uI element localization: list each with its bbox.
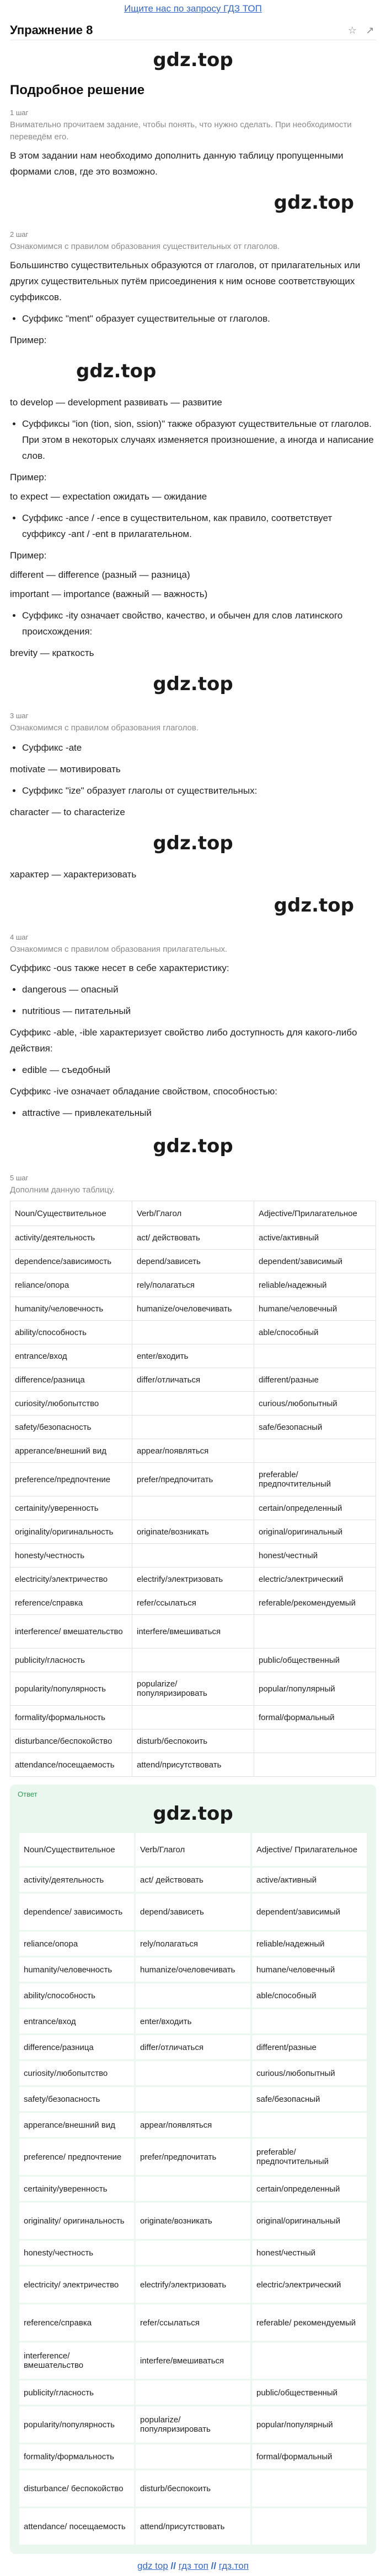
table-cell: preferable/ предпочтительный [254,1463,376,1496]
table-cell [135,2086,251,2112]
step-label: 3 шаг [10,712,29,720]
table-cell [251,2470,368,2508]
table-cell: attend/присутствовать [132,1753,254,1777]
footer-separator: // [170,2561,176,2571]
watermark: gdz.top [153,832,233,854]
example: character — to characterize [10,807,125,817]
table-cell: disturb/беспокоить [135,2470,251,2508]
table-cell: active/активный [254,1226,376,1250]
exercise-header [10,21,376,40]
rule-item: • Суффикс "ize" образует глаголы от существительных: [22,783,376,799]
table-row [19,2380,368,2406]
table-cell: referable/ рекомендуемый [251,2304,368,2342]
table-row [10,1648,376,1672]
watermark: gdz.top [76,360,157,382]
example: important — importance (важный — важность) [10,589,208,599]
table-cell: popularity/популярность [10,1672,132,1706]
table-cell: public/общественный [254,1648,376,1672]
table-cell: reference/справка [19,2304,135,2342]
column-header: Verb/Глагол [132,1201,254,1226]
table-cell [132,1648,254,1672]
table-cell: popular/популярный [254,1672,376,1706]
rule-list [10,740,376,756]
watermark: gdz.top [274,192,354,214]
table-cell: electricity/электричество [10,1568,132,1591]
table-row [19,2009,368,2035]
table-cell: curious/любопытный [251,2060,368,2086]
table-cell: different/разные [254,1368,376,1392]
table-cell: honest/честный [254,1544,376,1568]
table-cell: safety/безопасность [19,2086,135,2112]
table-cell: interfere/вмешиваться [132,1615,254,1648]
table-cell: depend/зависеть [132,1250,254,1273]
table-cell: dependent/зависимый [251,1893,368,1931]
table-cell: enter/входить [132,1344,254,1368]
example: to develop — development развивать — развитие [10,397,222,408]
table-cell: humanity/человечность [10,1297,132,1321]
table-cell: originate/возникать [132,1520,254,1544]
table-cell: curiosity/любопытство [10,1392,132,1416]
column-header: Noun/Существительное [10,1201,132,1226]
watermark: gdz.top [153,1803,233,1825]
table-cell: entrance/вход [10,1344,132,1368]
table-body [10,1226,376,1777]
table-row [10,1753,376,1777]
rule-list [10,311,376,327]
table-row [19,2112,368,2138]
table-cell [254,1753,376,1777]
table-cell: formality/формальность [19,2444,135,2470]
footer-separator: // [211,2561,217,2571]
table-cell: honesty/честность [19,2240,135,2266]
rule-list [10,416,376,464]
table-row [10,1615,376,1648]
table-cell: electricity/ электричество [19,2266,135,2304]
table-cell: preference/ предпочтение [19,2138,135,2176]
step-hint: Дополним данную таблицу. [10,1185,115,1195]
table-cell [254,1729,376,1753]
table-cell: safety/безопасность [10,1416,132,1439]
column-header: Adjective/ Прилагательное [251,1832,368,1867]
table-cell [251,2009,368,2035]
table-cell: popularize/ популяризировать [135,2406,251,2444]
table-row [19,2086,368,2112]
table-cell [132,1416,254,1439]
table-cell: certain/определенный [251,2176,368,2202]
example-label: Пример: [10,472,47,482]
table-row [10,1729,376,1753]
table-cell: reference/справка [10,1591,132,1615]
example-list [10,1062,376,1078]
table-cell: refer/ссылаться [135,2304,251,2342]
table-cell: original/оригинальный [251,2202,368,2240]
watermark: gdz.top [153,673,233,695]
table-cell: publicity/гласность [10,1648,132,1672]
table-cell: active/активный [251,1867,368,1893]
example: характер — характеризовать [10,869,137,880]
table-row [19,2060,368,2086]
example: motivate — мотивировать [10,764,121,774]
table-cell: publicity/гласность [19,2380,135,2406]
table-row [19,1893,368,1931]
table-cell: apperance/внешний вид [19,2112,135,2138]
table-cell [251,2508,368,2546]
table-cell: formal/формальный [254,1706,376,1729]
table-cell [135,2176,251,2202]
table-row [19,2240,368,2266]
table-cell: originality/ оригинальность [19,2202,135,2240]
table-cell: refer/ссылаться [132,1591,254,1615]
word-forms-table [10,1201,376,1777]
table-cell: reliable/надежный [254,1273,376,1297]
watermark: gdz.top [153,1135,233,1157]
table-row [10,1496,376,1520]
step-label: 1 шаг [10,109,29,117]
answer-box [10,1785,376,2554]
table-row [19,1867,368,1893]
table-row [19,2508,368,2546]
table-cell: humanity/человечность [19,1957,135,1983]
table-cell: electrify/электризовать [135,2266,251,2304]
table-cell: reliance/опора [19,1931,135,1957]
rule-list [10,510,376,542]
table-cell: attendance/посещаемость [10,1753,132,1777]
table-cell: safe/безопасный [254,1416,376,1439]
table-cell: disturb/беспокоить [132,1729,254,1753]
table-cell [135,2380,251,2406]
step-hint: Ознакомимся с правилом образования прилагательных. [10,945,228,954]
table-cell [251,2112,368,2138]
share-icon[interactable]: ↗ [366,25,374,36]
table-cell: interference/ вмешательство [10,1615,132,1648]
table-cell: formality/формальность [10,1706,132,1729]
table-cell: original/оригинальный [254,1520,376,1544]
table-cell [135,2444,251,2470]
table-cell: popular/популярный [251,2406,368,2444]
example-list [10,981,376,1019]
example: brevity — краткость [10,648,94,658]
table-cell: reliance/опора [10,1273,132,1297]
table-row [19,2266,368,2304]
column-header: Verb/Глагол [135,1832,251,1867]
example-item: • dangerous — опасный [22,981,376,997]
table-cell: reliable/надежный [251,1931,368,1957]
step-text: В этом задании нам необходимо дополнить данную таблицу пропущенными формами слов, где это возможно. [10,150,344,177]
table-row [10,1706,376,1729]
table-row [19,2202,368,2240]
table-row [19,2138,368,2176]
table-cell: curious/любопытный [254,1392,376,1416]
table-cell: preferable/ предпочтительный [251,2138,368,2176]
table-cell [254,1344,376,1368]
table-cell: attendance/ посещаемость [19,2508,135,2546]
example: to expect — expectation ожидать — ожидание [10,491,207,502]
table-cell: certainity/уверенность [19,2176,135,2202]
table-cell: appear/появляться [135,2112,251,2138]
table-cell: rely/полагаться [135,1931,251,1957]
table-cell [135,1983,251,2009]
table-cell: humanize/очеловечивать [132,1297,254,1321]
table-cell: popularity/популярность [19,2406,135,2444]
step-text: Большинство существительных образуются от глаголов, от прилагательных или других существительных путём присоединения к ним основе соответствующих суффиксов. [10,260,361,302]
table-cell: different/разные [251,2035,368,2060]
table-cell: certainity/уверенность [10,1496,132,1520]
rule-list [10,783,376,799]
table-cell [132,1392,254,1416]
table-cell: certain/определенный [254,1496,376,1520]
footer-link[interactable]: гдз.топ [218,2561,249,2571]
rule-item: • Суффиксы "ion (tion, sion, ssion)" также образуют существительные от глаголов. При этом в некоторых случаях изменяется произношение, а иногда и написание слов. [22,416,376,464]
table-cell: humane/человечный [251,1957,368,1983]
table-cell: referable/рекомендуемый [254,1591,376,1615]
table-cell: depend/зависеть [135,1893,251,1931]
table-cell [132,1544,254,1568]
column-header: Adjective/Прилагательное [254,1201,376,1226]
table-cell: rely/полагаться [132,1273,254,1297]
answer-table [18,1831,368,2546]
footer-links [0,2561,386,2576]
table-cell: disturbance/ беспокойство [19,2470,135,2508]
table-cell [254,1439,376,1463]
table-cell: ability/способность [10,1321,132,1344]
table-row [10,1321,376,1344]
example-list [10,1105,376,1121]
table-row [19,2176,368,2202]
table-cell: honesty/честность [10,1544,132,1568]
section-title: Подробное решение [10,83,145,97]
table-cell: dependent/зависимый [254,1250,376,1273]
example: different — difference (разный — разница) [10,570,190,580]
table-row [19,2304,368,2342]
table-cell: honest/честный [251,2240,368,2266]
table-cell: electric/электрический [254,1568,376,1591]
step-text: Суффикс -ous также несет в себе характеристику: [10,963,229,973]
table-header-row [19,1832,368,1867]
step-label: 2 шаг [10,230,29,238]
table-cell: interference/ вмешательство [19,2342,135,2380]
table-cell: differ/отличаться [135,2035,251,2060]
table-row [19,2444,368,2470]
table-cell: originate/возникать [135,2202,251,2240]
step-label: 4 шаг [10,933,29,941]
table-row [10,1520,376,1544]
search-promo-link[interactable]: Ищите нас по запросу ГДЗ ТОП [124,3,262,14]
example-label: Пример: [10,550,47,561]
step-hint: Ознакомимся с правилом образования глаголов. [10,723,199,733]
solution-content [0,109,386,1777]
table-row [10,1344,376,1368]
table-cell [251,2342,368,2380]
table-cell: activity/деятельность [19,1867,135,1893]
table-row [10,1439,376,1463]
table-row [10,1463,376,1496]
table-cell [132,1706,254,1729]
watermark: gdz.top [153,49,233,71]
table-cell: ability/способность [19,1983,135,2009]
table-cell: appear/появляться [132,1439,254,1463]
header-icons [346,24,376,36]
table-cell [132,1321,254,1344]
step-label: 5 шаг [10,1174,29,1182]
table-cell: prefer/предпочитать [132,1463,254,1496]
table-cell: safe/безопасный [251,2086,368,2112]
table-cell: electrify/электризовать [132,1568,254,1591]
table-cell: originality/оригинальность [10,1520,132,1544]
table-cell: electric/электрический [251,2266,368,2304]
table-row [19,1931,368,1957]
table-cell: enter/входить [135,2009,251,2035]
answer-label: Ответ [18,1790,37,1798]
column-header: Noun/Существительное [19,1832,135,1867]
table-cell: activity/деятельность [10,1226,132,1250]
table-cell: act/ действовать [135,1867,251,1893]
table-row [10,1544,376,1568]
table-cell: able/способный [254,1321,376,1344]
table-row [10,1416,376,1439]
exercise-title: Упражнение 8 [10,23,93,37]
table-row [10,1297,376,1321]
table-body [19,1867,368,2546]
table-row [19,2406,368,2444]
example-item: • edible — съедобный [22,1062,376,1078]
table-row [19,2470,368,2508]
table-row [10,1672,376,1706]
table-row [19,2035,368,2060]
step-text: Суффикс -ive означает обладание свойством, способностью: [10,1086,278,1097]
rule-item: • Суффикс -ate [22,740,376,756]
table-cell: able/способный [251,1983,368,2009]
table-row [10,1273,376,1297]
table-cell [135,2240,251,2266]
table-cell: dependence/ зависимость [19,1893,135,1931]
table-cell: interfere/вмешиваться [135,2342,251,2380]
table-cell: prefer/предпочитать [135,2138,251,2176]
table-cell: difference/разница [10,1368,132,1392]
table-cell: act/ действовать [132,1226,254,1250]
table-cell: humane/человечный [254,1297,376,1321]
table-row [10,1568,376,1591]
rule-item: • Суффикс -ance / -ence в существительном, как правило, соответствует суффиксу -ant / -ent в прилагательном. [22,510,376,542]
table-cell: dependence/зависимость [10,1250,132,1273]
table-cell: difference/разница [19,2035,135,2060]
watermark: gdz.top [274,894,354,916]
table-cell [135,2060,251,2086]
rule-item: • Суффикс "ment" образует существительные от глаголов. [22,311,376,327]
footer-link[interactable]: gdz top [137,2561,168,2571]
rule-item: • Суффикс -ity означает свойство, качество, и обычен для слов латинского происхождения: [22,608,376,639]
table-row [19,1957,368,1983]
table-cell: disturbance/беспокойство [10,1729,132,1753]
table-cell: entrance/вход [19,2009,135,2035]
table-cell: preference/предпочтение [10,1463,132,1496]
table-row [10,1226,376,1250]
table-cell: curiosity/любопытство [19,2060,135,2086]
table-row [19,2342,368,2380]
table-header-row [10,1201,376,1226]
rule-list [10,608,376,639]
table-cell: apperance/внешний вид [10,1439,132,1463]
table-row [10,1368,376,1392]
table-cell [254,1615,376,1648]
table-cell: differ/отличаться [132,1368,254,1392]
table-cell: formal/формальный [251,2444,368,2470]
example-item: • attractive — привлекательный [22,1105,376,1121]
table-cell: popularize/ популяризировать [132,1672,254,1706]
example-label: Пример: [10,335,47,345]
example-item: • nutritious — питательный [22,1003,376,1019]
table-cell: humanize/очеловечивать [135,1957,251,1983]
table-cell: attend/присутствовать [135,2508,251,2546]
table-row [10,1250,376,1273]
step-hint: Внимательно прочитаем задание, чтобы понять, что нужно сделать. При необходимости переведём его. [10,120,352,142]
footer-link[interactable]: гдз топ [178,2561,208,2571]
bookmark-icon[interactable]: ☆ [347,25,357,36]
step-text: Суффикс -able, -ible характеризует свойство либо доступность для какого-либо действия: [10,1027,357,1054]
table-cell: public/общественный [251,2380,368,2406]
step-hint: Ознакомимся с правилом образования существительных от глаголов. [10,242,280,251]
table-cell [132,1496,254,1520]
table-row [10,1392,376,1416]
table-row [19,1983,368,2009]
table-row [10,1591,376,1615]
